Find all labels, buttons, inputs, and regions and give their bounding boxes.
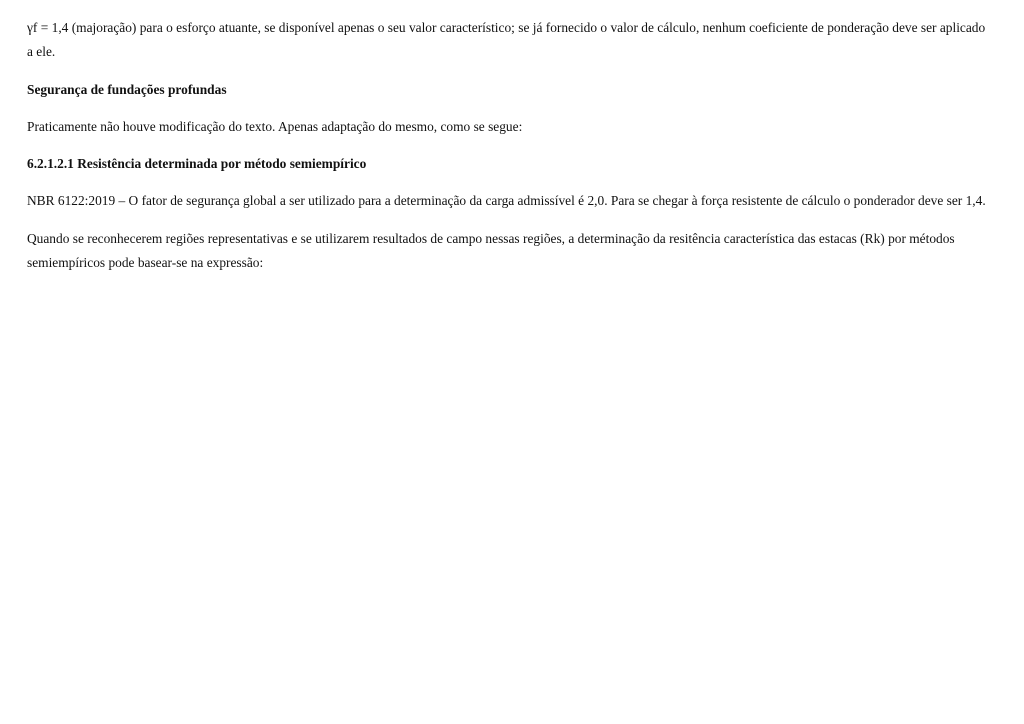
paragraph-characteristic-resistance: Quando se reconhecerem regiões representativas e se utilizarem resultados de campo nessas regiões, a determinação da resitência característica das estacas (Rk) por métodos semiempíricos pode basear-se na expressão:	[27, 231, 955, 270]
paragraph-partial-safety-factor: γf = 1,4 (majoração) para o esforço atuante, se disponível apenas o seu valor característico; se já fornecido o valor de cálculo, nenhum coeficiente de ponderação deve ser aplicado a ele.	[27, 20, 986, 59]
heading-deep-foundation-safety: Segurança de fundações profundas	[27, 82, 227, 97]
document-page	[27, 16, 993, 275]
heading-semiempirical-resistance: 6.2.1.2.1 Resistência determinada por método semiempírico	[27, 156, 367, 171]
paragraph-text-adaptation: Praticamente não houve modificação do texto. Apenas adaptação do mesmo, como se segue:	[27, 119, 523, 134]
paragraph-nbr-safety-factor: NBR 6122:2019 – O fator de segurança global a ser utilizado para a determinação da carga admissível é 2,0. Para se chegar à força resistente de cálculo o ponderador deve ser 1,4.	[27, 193, 986, 208]
